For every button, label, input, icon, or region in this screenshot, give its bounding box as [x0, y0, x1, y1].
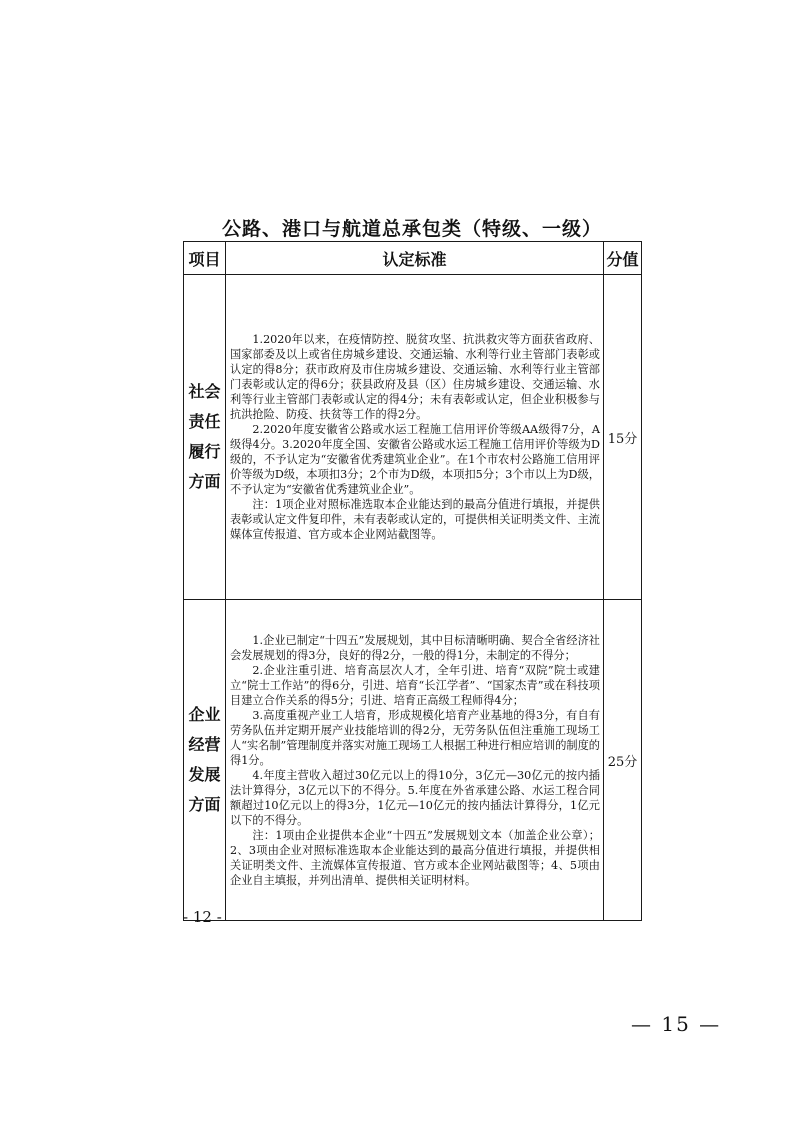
project-line: 社会: [188, 382, 221, 401]
table-row: [184, 600, 642, 921]
project-line: 方面: [188, 472, 221, 491]
project-line: 企业: [188, 705, 221, 724]
page-number-large: — 15 —: [631, 1012, 722, 1036]
criteria-table: [183, 241, 642, 921]
criteria-note: 注：1项由企业提供本企业“十四五”发展规划文本（加盖企业公章）；2、3项由企业对照标准选取本企业能达到的最高分值进行填报，并提供相关证明类文件、主流媒体宣传报道、官方或本企业网站截图等；4、5项由企业自主填报，并列出清单、提供相关证明材料。: [230, 828, 600, 887]
criteria-cell: [226, 275, 604, 600]
criteria-paragraph: 2.企业注重引进、培育高层次人才，全年引进、培育“双院”院士或建立“院士工作站”的得6分，引进、培育“长江学者”、“国家杰青”或在科技项目建立合作关系的得5分；引进、培育正高级工程师得4分；: [230, 663, 600, 707]
criteria-paragraph: 3.高度重视产业工人培育，形成规模化培育产业基地的得3分，有自有劳务队伍并定期开展产业技能培训的得2分，无劳务队伍但注重施工现场工人“实名制”管理制度并落实对施工现场工人根据工种进行相应培训的制度的得1分。: [230, 708, 600, 767]
score-cell: 25分: [604, 600, 642, 921]
header-score: 分值: [604, 242, 642, 275]
score-cell: 15分: [604, 275, 642, 600]
header-row: [184, 242, 642, 275]
header-project: 项目: [184, 242, 226, 275]
project-line: 发展: [188, 765, 221, 784]
table-row: [184, 275, 642, 600]
criteria-note: 注：1项企业对照标准选取本企业能达到的最高分值进行填报，并提供表彰或认定文件复印件，未有表彰或认定的，可提供相关证明类文件、主流媒体宣传报道、官方或本企业网站截图等。: [230, 498, 600, 541]
project-line: 责任: [188, 412, 221, 431]
project-cell: [184, 600, 226, 921]
criteria-paragraph: 2.2020年度安徽省公路或水运工程施工信用评价等级AA级得7分，A级得4分。3.2020年度全国、安徽省公路或水运工程施工信用评价等级为D级的，不予认定为“安徽省优秀建筑业企业”。在1个市农村公路施工信用评价等级为D级，本项扣3分；2个市为D级，本项扣5分；3个市以上为D级，不予认定为“安徽省优秀建筑业企业”。: [230, 423, 600, 496]
page-number: - 12 -: [183, 908, 222, 926]
project-line: 经营: [188, 735, 221, 754]
criteria-paragraph: 1.企业已制定“十四五”发展规划，其中目标清晰明确、契合全省经济社会发展规划的得3分，良好的得2分，一般的得1分，未制定的不得分；: [230, 633, 600, 662]
criteria-paragraph: 1.2020年以来，在疫情防控、脱贫攻坚、抗洪救灾等方面获省政府、国家部委及以上或省住房城乡建设、交通运输、水利等行业主管部门表彰或认定的得8分；获市政府及市住房城乡建设、交通运输、水利等行业主管部门表彰或认定的得6分；获县政府及县（区）住房城乡建设、交通运输、水利等行业主管部门表彰或认定的得4分；未有表彰或认定，但企业积极参与抗洪抢险、防疫、扶贫等工作的得2分。: [230, 333, 600, 421]
project-cell: [184, 275, 226, 600]
table-title: 公路、港口与航道总承包类（特级、一级）: [221, 218, 602, 240]
criteria-cell: [226, 600, 604, 921]
criteria-paragraph: 4.年度主营收入超过30亿元以上的得10分，3亿元—30亿元的按内插法计算得分，3亿元以下的不得分。5.年度在外省承建公路、水运工程合同额超过10亿元以上的得3分，1亿元—10亿元的按内插法计算得分，1亿元以下的不得分。: [230, 768, 600, 827]
header-criteria: 认定标准: [226, 242, 604, 275]
project-line: 履行: [188, 442, 221, 461]
project-line: 方面: [188, 795, 221, 814]
